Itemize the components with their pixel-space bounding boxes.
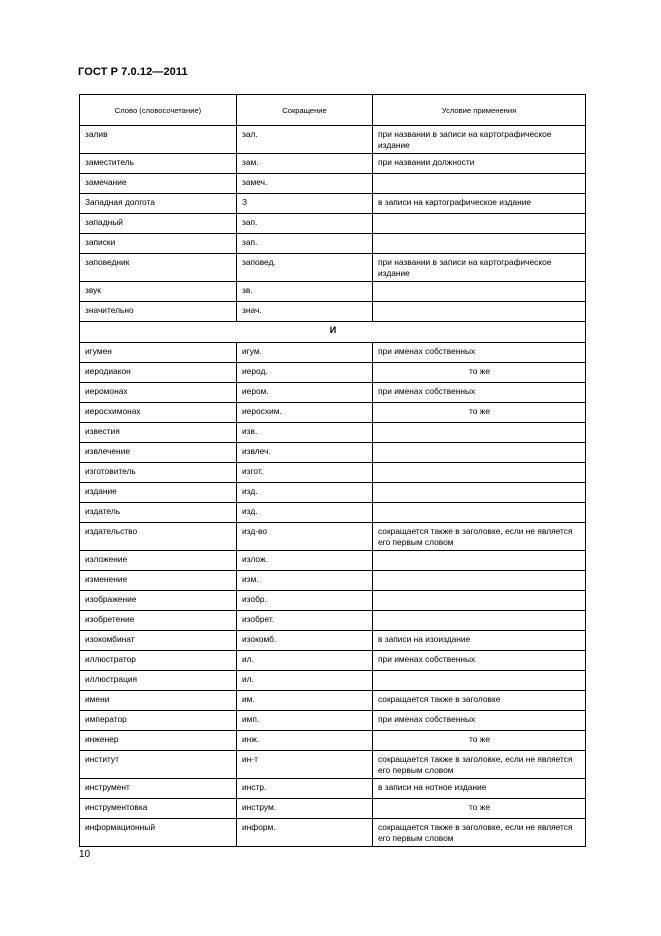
cell-word: иеросхимонах bbox=[80, 403, 237, 423]
cell-condition: при названии в записи на картографическое издание bbox=[373, 126, 586, 154]
cell-abbreviation: иерод. bbox=[237, 363, 373, 383]
cell-word: император bbox=[80, 711, 237, 731]
cell-word: изображение bbox=[80, 591, 237, 611]
cell-word: значительно bbox=[80, 302, 237, 322]
cell-abbreviation: иером. bbox=[237, 383, 373, 403]
cell-word: институт bbox=[80, 751, 237, 779]
cell-word: изложение bbox=[80, 551, 237, 571]
cell-word: издание bbox=[80, 483, 237, 503]
table-row bbox=[80, 551, 586, 571]
cell-condition bbox=[373, 551, 586, 571]
cell-word: игумен bbox=[80, 343, 237, 363]
table-row bbox=[80, 443, 586, 463]
table-row bbox=[80, 751, 586, 779]
table-row bbox=[80, 174, 586, 194]
cell-word: инструмент bbox=[80, 779, 237, 799]
page-number: 10 bbox=[79, 849, 91, 860]
cell-abbreviation: знач. bbox=[237, 302, 373, 322]
cell-word: имени bbox=[80, 691, 237, 711]
cell-abbreviation: им. bbox=[237, 691, 373, 711]
section-letter-row bbox=[80, 322, 586, 343]
table-row bbox=[80, 154, 586, 174]
table-body bbox=[80, 126, 586, 847]
table-row bbox=[80, 194, 586, 214]
table-row bbox=[80, 651, 586, 671]
cell-word: записки bbox=[80, 234, 237, 254]
cell-word: Западная долгота bbox=[80, 194, 237, 214]
cell-abbreviation: зал. bbox=[237, 126, 373, 154]
abbreviations-table bbox=[79, 94, 586, 847]
cell-condition bbox=[373, 463, 586, 483]
cell-word: иллюстрация bbox=[80, 671, 237, 691]
cell-condition: при названии в записи на картографическое издание bbox=[373, 254, 586, 282]
cell-abbreviation: З bbox=[237, 194, 373, 214]
table-row bbox=[80, 363, 586, 383]
cell-condition: при именах собственных bbox=[373, 651, 586, 671]
cell-word: извлечение bbox=[80, 443, 237, 463]
cell-word: западный bbox=[80, 214, 237, 234]
cell-abbreviation: замеч. bbox=[237, 174, 373, 194]
cell-abbreviation: изм. bbox=[237, 571, 373, 591]
cell-condition: при именах собственных bbox=[373, 711, 586, 731]
cell-word: замечание bbox=[80, 174, 237, 194]
table-row bbox=[80, 819, 586, 847]
cell-condition: сокращается также в заголовке, если не является его первым словом bbox=[373, 751, 586, 779]
table-row bbox=[80, 483, 586, 503]
cell-word: заместитель bbox=[80, 154, 237, 174]
table-row bbox=[80, 343, 586, 363]
cell-abbreviation: изд. bbox=[237, 483, 373, 503]
cell-abbreviation: изобрет. bbox=[237, 611, 373, 631]
table-row bbox=[80, 234, 586, 254]
cell-condition bbox=[373, 174, 586, 194]
cell-condition bbox=[373, 571, 586, 591]
cell-abbreviation: игум. bbox=[237, 343, 373, 363]
cell-word: инженер bbox=[80, 731, 237, 751]
cell-condition: то же bbox=[373, 363, 586, 383]
cell-abbreviation: зап. bbox=[237, 234, 373, 254]
cell-condition bbox=[373, 671, 586, 691]
section-letter: И bbox=[80, 322, 586, 343]
table-row bbox=[80, 611, 586, 631]
cell-condition bbox=[373, 423, 586, 443]
cell-abbreviation: заповед. bbox=[237, 254, 373, 282]
cell-word: известия bbox=[80, 423, 237, 443]
cell-abbreviation: информ. bbox=[237, 819, 373, 847]
cell-word: изокомбинат bbox=[80, 631, 237, 651]
cell-condition: сокращается также в заголовке, если не является его первым словом bbox=[373, 523, 586, 551]
cell-word: иеромонах bbox=[80, 383, 237, 403]
cell-condition: то же bbox=[373, 799, 586, 819]
table-row bbox=[80, 711, 586, 731]
table-row bbox=[80, 423, 586, 443]
cell-abbreviation: зв. bbox=[237, 282, 373, 302]
cell-condition bbox=[373, 611, 586, 631]
cell-condition bbox=[373, 443, 586, 463]
table-row bbox=[80, 403, 586, 423]
table-row bbox=[80, 503, 586, 523]
document-header: ГОСТ Р 7.0.12—2011 bbox=[78, 66, 188, 78]
cell-word: иллюстратор bbox=[80, 651, 237, 671]
cell-condition: в записи на картографическое издание bbox=[373, 194, 586, 214]
cell-abbreviation: изв. bbox=[237, 423, 373, 443]
cell-condition bbox=[373, 483, 586, 503]
table-row bbox=[80, 779, 586, 799]
cell-condition bbox=[373, 302, 586, 322]
cell-word: залив bbox=[80, 126, 237, 154]
cell-condition bbox=[373, 234, 586, 254]
cell-condition: то же bbox=[373, 403, 586, 423]
table-row bbox=[80, 523, 586, 551]
cell-abbreviation: инструм. bbox=[237, 799, 373, 819]
cell-abbreviation: изобр. bbox=[237, 591, 373, 611]
cell-abbreviation: инж. bbox=[237, 731, 373, 751]
cell-word: информационный bbox=[80, 819, 237, 847]
cell-abbreviation: излож. bbox=[237, 551, 373, 571]
cell-condition bbox=[373, 503, 586, 523]
table-row bbox=[80, 591, 586, 611]
cell-word: изготовитель bbox=[80, 463, 237, 483]
cell-abbreviation: зап. bbox=[237, 214, 373, 234]
table-row bbox=[80, 799, 586, 819]
cell-abbreviation: зам. bbox=[237, 154, 373, 174]
cell-abbreviation: изгот. bbox=[237, 463, 373, 483]
cell-word: инструментовка bbox=[80, 799, 237, 819]
cell-condition bbox=[373, 214, 586, 234]
cell-condition bbox=[373, 591, 586, 611]
column-header-abbreviation: Сокращение bbox=[237, 95, 373, 126]
table-header-row bbox=[80, 95, 586, 126]
cell-abbreviation: ил. bbox=[237, 651, 373, 671]
cell-abbreviation: изд. bbox=[237, 503, 373, 523]
table-row bbox=[80, 214, 586, 234]
cell-condition: при названии должности bbox=[373, 154, 586, 174]
cell-word: звук bbox=[80, 282, 237, 302]
table-row bbox=[80, 383, 586, 403]
table-row bbox=[80, 671, 586, 691]
column-header-condition: Условие применения bbox=[373, 95, 586, 126]
cell-abbreviation: изокомб. bbox=[237, 631, 373, 651]
cell-abbreviation: изд-во bbox=[237, 523, 373, 551]
cell-word: изменение bbox=[80, 571, 237, 591]
table-row bbox=[80, 731, 586, 751]
cell-condition: в записи на изоиздание bbox=[373, 631, 586, 651]
table-row bbox=[80, 302, 586, 322]
table-row bbox=[80, 691, 586, 711]
cell-abbreviation: ин-т bbox=[237, 751, 373, 779]
cell-condition: то же bbox=[373, 731, 586, 751]
table-row bbox=[80, 463, 586, 483]
table-row bbox=[80, 571, 586, 591]
cell-condition: сокращается также в заголовке, если не является его первым словом bbox=[373, 819, 586, 847]
table-row bbox=[80, 282, 586, 302]
cell-condition: при именах собственных bbox=[373, 343, 586, 363]
column-header-word: Слово (словосочетание) bbox=[80, 95, 237, 126]
cell-condition: в записи на нотное издание bbox=[373, 779, 586, 799]
cell-word: издатель bbox=[80, 503, 237, 523]
table-row bbox=[80, 631, 586, 651]
cell-abbreviation: инстр. bbox=[237, 779, 373, 799]
cell-word: заповедник bbox=[80, 254, 237, 282]
table-row bbox=[80, 126, 586, 154]
cell-abbreviation: извлеч. bbox=[237, 443, 373, 463]
cell-abbreviation: ил. bbox=[237, 671, 373, 691]
table-row bbox=[80, 254, 586, 282]
cell-condition bbox=[373, 282, 586, 302]
cell-word: изобретение bbox=[80, 611, 237, 631]
cell-condition: при именах собственных bbox=[373, 383, 586, 403]
cell-word: издательство bbox=[80, 523, 237, 551]
cell-abbreviation: имп. bbox=[237, 711, 373, 731]
cell-condition: сокращается также в заголовке bbox=[373, 691, 586, 711]
cell-word: иеродиакон bbox=[80, 363, 237, 383]
cell-abbreviation: иеросхим. bbox=[237, 403, 373, 423]
